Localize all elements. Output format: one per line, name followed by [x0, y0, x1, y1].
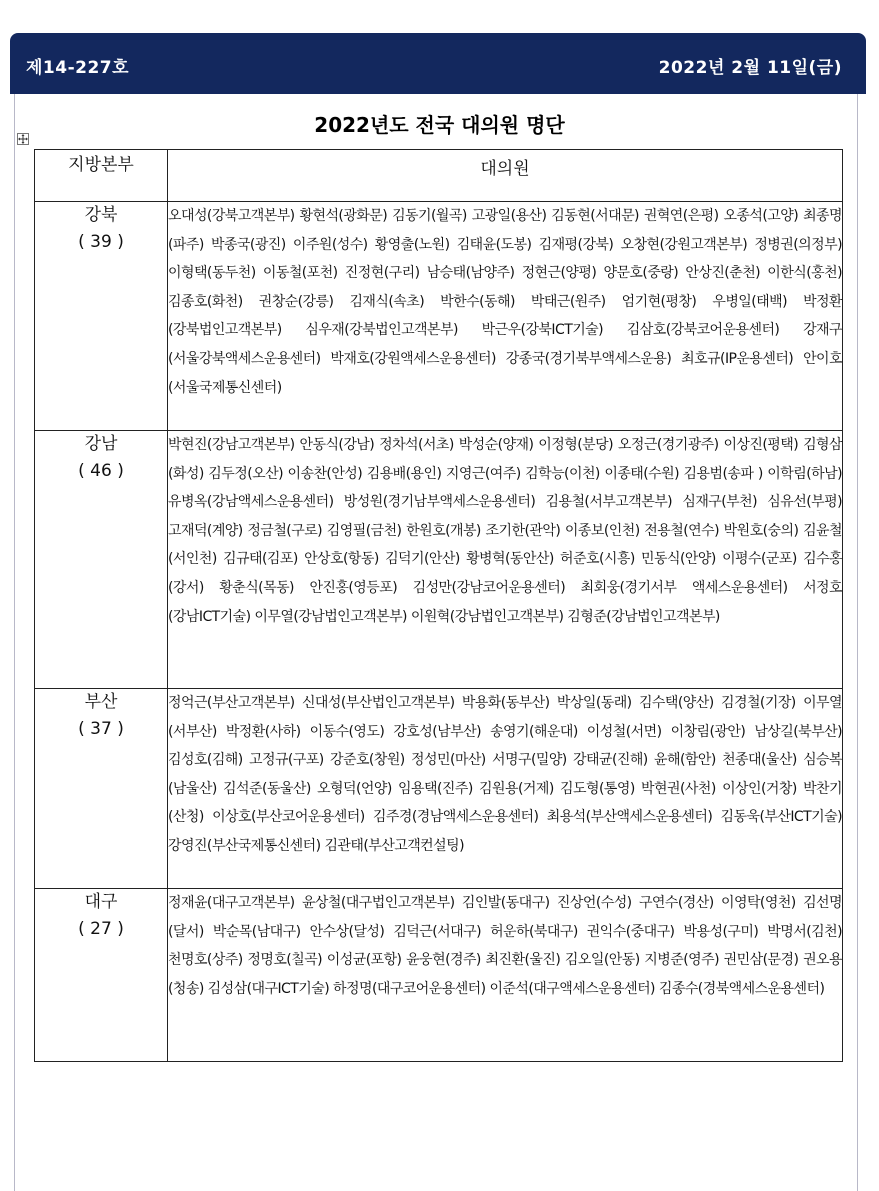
- region-name: 대구: [84, 892, 118, 912]
- region-count: ( 46 ): [78, 461, 124, 481]
- region-cell: [35, 202, 168, 431]
- region-cell: [35, 431, 168, 689]
- page-border-left: [14, 92, 15, 1191]
- delegate-list: 오대성(강북고객본부) 황현석(광화문) 김동기(월곡) 고광일(용산) 김동현(서대문) 권혁연(은평) 오종석(고양) 최종명(파주) 박종국(광진) 이주원(성수) 황영출(노원) 김태윤(도봉) 김재평(강북) 오창현(강원고객본부) 정병권(의정부) 이형택(동두천) 이동철(포천) 진정현(구리) 남승태(남양주) 정현근(양평) 양문호(중랑) 안상진(춘천) 이한식(홍천) 김종호(화천) 권창순(강릉) 김재식(속초) 박한수(동해) 박태근(원주) 엄기현(평창) 우병일(태백) 박정환(강북법인고객본부) 심우재(강북법인고객본부) 박근우(강북ICT기술) 김삼호(강북코어운용센터) 강재구(서울강북액세스운용센터) 박재호(강원액세스운용센터) 강종국(경기북부액세스운용) 최호규(IP운용센터) 안이호(서울국제통신센터): [168, 202, 843, 431]
- region-cell: [35, 889, 168, 1062]
- page-border-right: [857, 92, 858, 1191]
- table-row: [35, 689, 843, 889]
- delegate-list: 정억근(부산고객본부) 신대성(부산법인고객본부) 박용화(동부산) 박상일(동래) 김수택(양산) 김경철(기장) 이무열(서부산) 박정환(사하) 이동수(영도) 강호성(남부산) 송영기(해운대) 이성철(서면) 이창림(광안) 남상길(북부산) 김성호(김해) 고정규(구포) 강준호(창원) 정성민(마산) 서명구(밀양) 강태균(진해) 윤해(함안) 천종대(울산) 심승복(남울산) 김석준(동울산) 오형덕(언양) 임용택(진주) 김원용(거제) 김도형(통영) 박현권(사천) 이상인(거창) 박찬기(산청) 이상호(부산코어운용센터) 김주경(경남액세스운용센터) 최용석(부산액세스운용센터) 김동욱(부산ICT기술) 강영진(부산국제통신센터) 김관태(부산고객컨설팅): [168, 689, 843, 889]
- region-cell: [35, 689, 168, 889]
- table-move-handle-icon[interactable]: [17, 133, 29, 145]
- region-name: 강남: [84, 434, 118, 454]
- region-name: 강북: [84, 205, 118, 225]
- issue-number: 제14-227호: [26, 58, 130, 78]
- delegate-list: 정재윤(대구고객본부) 윤상철(대구법인고객본부) 김인발(동대구) 진상언(수성) 구연수(경산) 이영탁(영천) 김선명(달서) 박순목(남대구) 안수상(달성) 김덕근(서대구) 허운하(북대구) 권익수(중대구) 박용성(구미) 박명서(김천) 천명호(상주) 정명호(칠곡) 이성균(포항) 윤웅현(경주) 최진환(울진) 김오일(안동) 지병준(영주) 권민삼(문경) 권오용(청송) 김성삼(대구ICT기술) 하정명(대구코어운용센터) 이준석(대구액세스운용센터) 김종수(경북액세스운용센터): [168, 889, 843, 1062]
- region-name: 부산: [84, 692, 118, 712]
- column-header-delegates: 대의원: [168, 150, 843, 202]
- table-row: [35, 431, 843, 689]
- issue-date: 2022년 2월 11일(금): [658, 58, 842, 78]
- region-count: ( 37 ): [78, 719, 124, 739]
- region-count: ( 27 ): [78, 919, 124, 939]
- delegate-roster-table: [34, 149, 843, 1062]
- column-header-region: 지방본부: [35, 150, 168, 202]
- table-header-row: [35, 150, 843, 202]
- document-title: 2022년도 전국 대의원 명단: [314, 113, 565, 137]
- region-count: ( 39 ): [78, 232, 124, 252]
- header-bar: [10, 33, 866, 94]
- delegate-list: 박현진(강남고객본부) 안동식(강남) 정차석(서초) 박성순(양재) 이정형(분당) 오정근(경기광주) 이상진(평택) 김형삼(화성) 김두정(오산) 이송찬(안성) 김용배(용인) 지영근(여주) 김학능(이천) 이종태(수원) 김용범(송파 ) 이학림(하남) 유병옥(강남액세스운용센터) 방성원(경기남부액세스운용센터) 김용철(서부고객본부) 심재구(부천) 심유선(부평) 고재덕(계양) 정금철(구로) 김영필(금천) 한원호(개봉) 조기한(관악) 이종보(인천) 전용철(연수) 박원호(숭의) 김윤철(서인천) 김규태(김포) 안상호(항동) 김덕기(안산) 황병혁(동안산) 허준호(시흥) 민동식(안양) 이평수(군포) 김수홍(강서) 황춘식(목동) 안진홍(영등포) 김성만(강남코어운용센터) 최회웅(경기서부 액세스운용센터) 서정호(강남ICT기술) 이무열(강남법인고객본부) 이원혁(강남법인고객본부) 김형준(강남법인고객본부): [168, 431, 843, 689]
- table-row: [35, 889, 843, 1062]
- table-row: [35, 202, 843, 431]
